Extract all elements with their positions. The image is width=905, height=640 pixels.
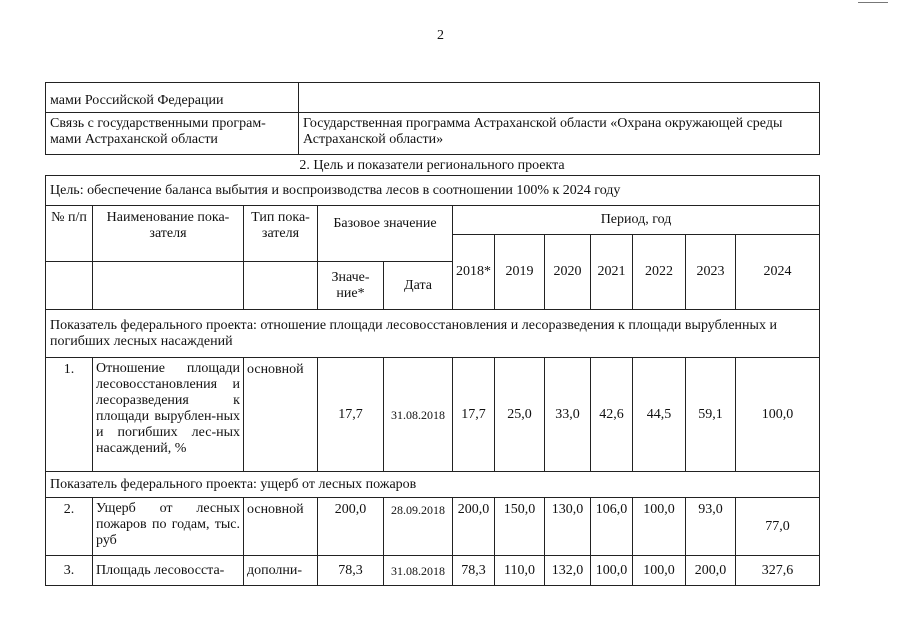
header-date: Дата xyxy=(384,262,453,310)
row-value: 130,0 xyxy=(545,498,591,556)
table-row xyxy=(46,83,820,113)
table-row xyxy=(46,310,820,358)
row-value: 106,0 xyxy=(591,498,633,556)
indicators-table xyxy=(45,175,820,586)
row-base-value: 200,0 xyxy=(318,498,384,556)
table-row xyxy=(46,113,820,155)
row-base-date: 31.08.2018 xyxy=(384,556,453,586)
row-value: 200,0 xyxy=(686,556,736,586)
header-year: 2021 xyxy=(591,235,633,310)
row-num: 1. xyxy=(46,358,93,472)
program-row-label: мами Российской Федерации xyxy=(46,83,299,113)
goal-text: Цель: обеспечение баланса выбытия и воспроизводства лесов в соотношении 100% к 2024 году xyxy=(46,176,820,206)
row-base-value: 17,7 xyxy=(318,358,384,472)
row-value: 77,0 xyxy=(736,498,820,556)
row-type: основной xyxy=(244,358,318,472)
header-period: Период, год xyxy=(453,206,820,235)
header-year: 2024 xyxy=(736,235,820,310)
header-name-cont xyxy=(93,262,244,310)
program-row-value xyxy=(299,83,820,113)
header-year: 2019 xyxy=(495,235,545,310)
row-base-date: 28.09.2018 xyxy=(384,498,453,556)
table-row xyxy=(46,358,820,472)
row-value: 17,7 xyxy=(453,358,495,472)
table-row xyxy=(46,556,820,586)
header-base: Базовое значение xyxy=(318,206,453,262)
group-title: Показатель федерального проекта: отношение площади лесовосстановления и лесоразведения к площади вырубленных и погибших лесных насаждений xyxy=(46,310,820,358)
row-value: 100,0 xyxy=(633,498,686,556)
header-year: 2023 xyxy=(686,235,736,310)
row-value: 44,5 xyxy=(633,358,686,472)
table-row xyxy=(46,176,820,206)
header-num-cont xyxy=(46,262,93,310)
top-edge-line xyxy=(858,2,888,3)
table-row xyxy=(46,206,820,235)
row-base-date: 31.08.2018 xyxy=(384,358,453,472)
header-num: № п/п xyxy=(46,206,93,262)
row-value: 150,0 xyxy=(495,498,545,556)
group-title: Показатель федерального проекта: ущерб от лесных пожаров xyxy=(46,472,820,498)
row-value: 327,6 xyxy=(736,556,820,586)
row-value: 100,0 xyxy=(591,556,633,586)
page-number: 2 xyxy=(437,28,444,43)
program-row-label: Связь с государственными програм-мами Астраханской области xyxy=(46,113,299,155)
row-value: 33,0 xyxy=(545,358,591,472)
row-num: 3. xyxy=(46,556,93,586)
row-name: Отношение площади лесовосстановления и лесоразведения к площади вырублен-ных и погибших лес-ных насаждений, % xyxy=(93,358,244,472)
header-year: 2022 xyxy=(633,235,686,310)
row-value: 110,0 xyxy=(495,556,545,586)
section-title: 2. Цель и показатели регионального проекта xyxy=(299,158,565,173)
table-row xyxy=(46,498,820,556)
row-type: основной xyxy=(244,498,318,556)
row-num: 2. xyxy=(46,498,93,556)
header-year: 2018* xyxy=(453,235,495,310)
header-value: Значе-ние* xyxy=(318,262,384,310)
program-relations-table xyxy=(45,82,820,155)
row-base-value: 78,3 xyxy=(318,556,384,586)
table-row xyxy=(46,472,820,498)
header-type: Тип пока-зателя xyxy=(244,206,318,262)
row-value: 132,0 xyxy=(545,556,591,586)
row-value: 100,0 xyxy=(736,358,820,472)
row-value: 25,0 xyxy=(495,358,545,472)
header-year: 2020 xyxy=(545,235,591,310)
row-name: Ущерб от лесных пожаров по годам, тыс. руб xyxy=(93,498,244,556)
header-name: Наименование пока-зателя xyxy=(93,206,244,262)
row-name: Площадь лесовосста- xyxy=(93,556,244,586)
row-value: 78,3 xyxy=(453,556,495,586)
header-type-cont xyxy=(244,262,318,310)
row-value: 200,0 xyxy=(453,498,495,556)
row-value: 93,0 xyxy=(686,498,736,556)
row-type: дополни- xyxy=(244,556,318,586)
row-value: 59,1 xyxy=(686,358,736,472)
row-value: 100,0 xyxy=(633,556,686,586)
program-row-value: Государственная программа Астраханской области «Охрана окружающей среды Астраханской области» xyxy=(299,113,820,155)
row-value: 42,6 xyxy=(591,358,633,472)
